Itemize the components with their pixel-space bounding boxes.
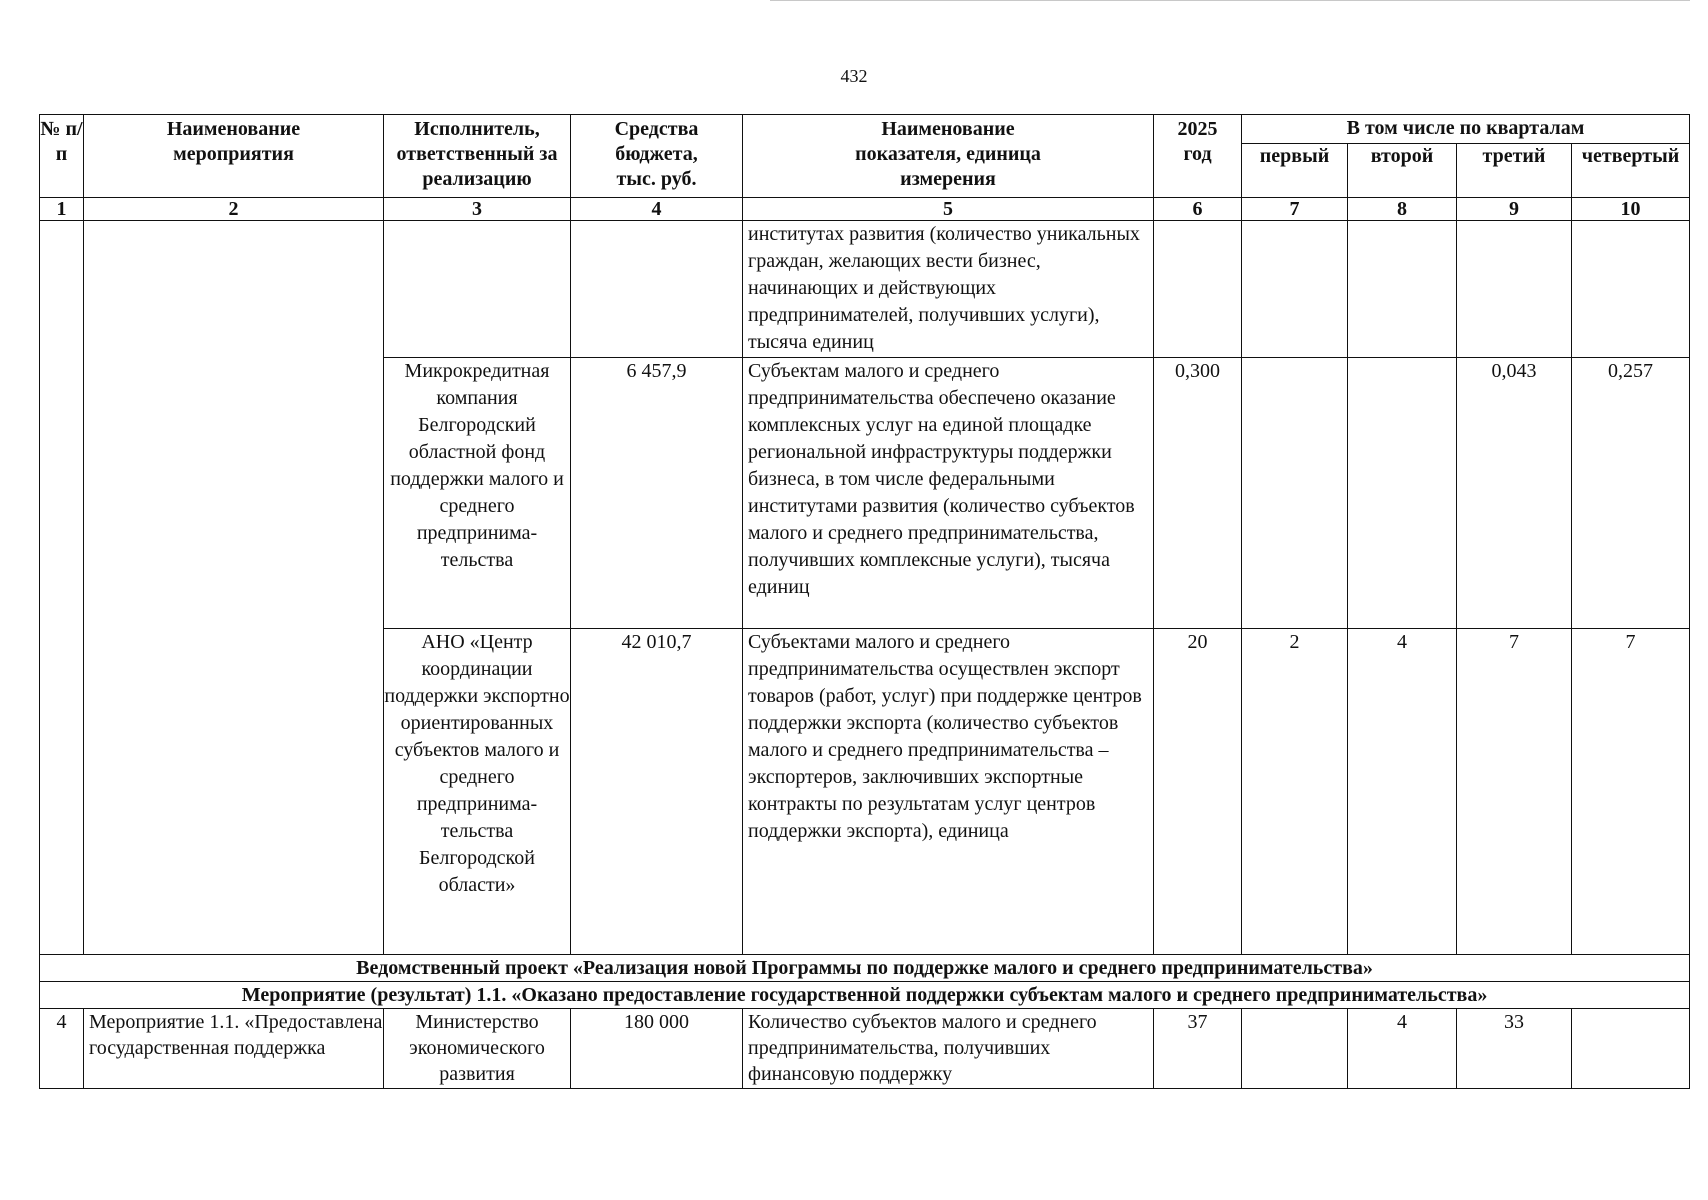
event-name-cell: Мероприятие 1.1. «Предоставлена государственная поддержка [84,1009,384,1089]
q4-value [1572,1009,1690,1089]
budget-cell: 42 010,7 [571,629,743,955]
year-value [1154,221,1242,358]
q3-value: 33 [1457,1009,1572,1089]
year-value: 0,300 [1154,358,1242,629]
budget-cell: 180 000 [571,1009,743,1089]
q1-value [1242,221,1348,358]
col-number: 6 [1154,198,1242,221]
header-year: 2025 год [1154,115,1242,198]
q2-value: 4 [1348,1009,1457,1089]
q3-value: 7 [1457,629,1572,955]
indicator-cell: Субъектам малого и среднего предпринимательства обеспечено оказание комплексных услуг на единой площадке региональной инфраструктуры поддержки бизнеса, в том числе федеральными институтами развития (количество субъектов малого и среднего предпринимательства, получивших комплексные услуги), тысяча единиц [743,358,1154,629]
q3-value [1457,221,1572,358]
row-number-cell [40,221,84,955]
header-q3: третий [1457,144,1572,198]
q2-value [1348,221,1457,358]
q1-value [1242,1009,1348,1089]
col-number: 8 [1348,198,1457,221]
section-event-title: Мероприятие (результат) 1.1. «Оказано предоставление государственной поддержки субъектам малого и среднего предпринимательства» [40,982,1690,1009]
indicator-cell: институтах развития (количество уникальных граждан, желающих вести бизнес, начинающих и действующих предпринимателей, получивших услуги), тысяча единиц [743,221,1154,358]
table-row [40,221,1690,358]
q4-value [1572,221,1690,358]
section-project-row [40,955,1690,982]
col-number: 4 [571,198,743,221]
row-number-cell: 4 [40,1009,84,1089]
col-number: 2 [84,198,384,221]
year-value: 20 [1154,629,1242,955]
year-value: 37 [1154,1009,1242,1089]
executor-cell: Министерство экономического развития [384,1009,571,1089]
header-q4: четвертый [1572,144,1690,198]
col-number: 7 [1242,198,1348,221]
col-number: 5 [743,198,1154,221]
col-number: 10 [1572,198,1690,221]
executor-cell [384,221,571,358]
header-event-name: Наименование мероприятия [84,115,384,198]
q3-value: 0,043 [1457,358,1572,629]
q4-value: 0,257 [1572,358,1690,629]
header-no: № п/п [40,115,84,198]
q1-value [1242,358,1348,629]
budget-cell: 6 457,9 [571,358,743,629]
section-event-row [40,982,1690,1009]
q2-value [1348,358,1457,629]
indicator-cell: Субъектами малого и среднего предпринимательства осуществлен экспорт товаров (работ, услуг) при поддержке центров поддержки экспорта (количество субъектов малого и среднего предпринимательства – экспортеров, заключивших экспортные контракты по результатам услуг центров поддержки экспорта), единица [743,629,1154,955]
q1-value: 2 [1242,629,1348,955]
header-q2: второй [1348,144,1457,198]
col-number: 9 [1457,198,1572,221]
header-quarters-group: В том числе по кварталам [1242,115,1690,144]
header-q1: первый [1242,144,1348,198]
header-budget: Средства бюджета, тыс. руб. [571,115,743,198]
top-rule [770,0,1690,1]
event-name-cell [84,221,384,955]
header-executor: Исполнитель, ответственный за реализацию [384,115,571,198]
table-row [40,1009,1690,1089]
header-indicator: Наименование показателя, единица измерения [743,115,1154,198]
col-number: 1 [40,198,84,221]
q4-value: 7 [1572,629,1690,955]
executor-cell: Микрокредитная компания Белгородский областной фонд поддержки малого и среднего предпринима-тельства [384,358,571,629]
section-project-title: Ведомственный проект «Реализация новой Программы по поддержке малого и среднего предпринимательства» [40,955,1690,982]
executor-cell: АНО «Центр координации поддержки экспортно ориентированных субъектов малого и среднего предпринима-тельства Белгородской области» [384,629,571,955]
col-number: 3 [384,198,571,221]
q2-value: 4 [1348,629,1457,955]
indicator-cell: Количество субъектов малого и среднего предпринимательства, получивших финансовую поддержку [743,1009,1154,1089]
budget-table [39,114,1690,1089]
page-number: 432 [840,66,868,86]
budget-cell [571,221,743,358]
